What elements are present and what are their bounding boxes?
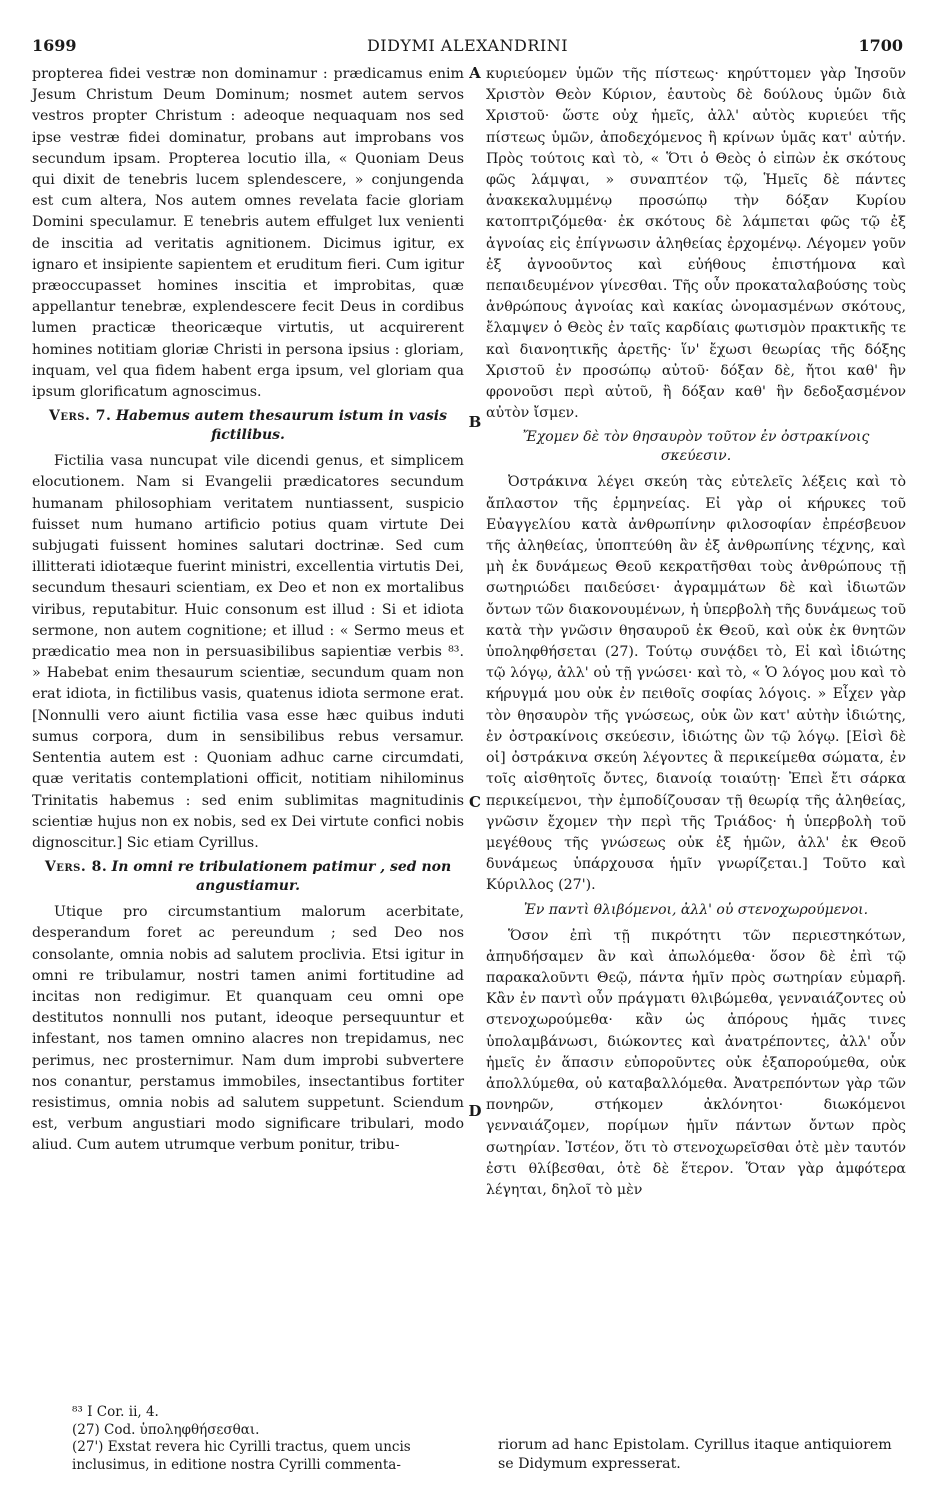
right-page-number: 1700 [858, 36, 903, 55]
latin-verse-8-label: Vers. 8. [44, 859, 108, 876]
latin-verse-8-text: In omni re tribulationem patimur , sed non angustiamur. [111, 859, 452, 895]
footnote-27: (27) Cod. ὑποληφθήσεσθαι. [72, 1421, 260, 1438]
latin-verse-7-label: Vers. 7. [48, 408, 112, 425]
running-title: DIDYMI ALEXANDRINI [366, 36, 569, 55]
latin-verse-7-text: Habemus autem thesaurum istum in vasis fictilibus. [115, 408, 448, 444]
latin-column [32, 64, 464, 1157]
footnote-83: ⁸³ I Cor. ii, 4. [72, 1404, 159, 1420]
footnote-27-prime: (27') Exstat revera hic Cyrilli tractus, quem uncis inclusimus, in editione nostra Cyrilli commenta- [72, 1439, 411, 1473]
latin-paragraph-3: Utique pro circumstantium malorum acerbitate, desperandum foret ac pereundum ; sed Deo nos consolante, omnia nobis ad salutem proclivia. Etsi igitur in omni re tribulamur, nostri tamen animi fortitudine ad incitas non redigimur. Et quanquam ceu omni ope destitutos nonnulli nos putant, ideoque persequuntur et infestant, nos tamen omnino alacres non trepidamus, nec perimus, nec prosternimur. Nam dum improbi subvertere nos conantur, perstamus immobiles, insectantibus fortiter resistimus, omnia nobis ad salutem suppetunt. Sciendum est, verbum angustiari modo significare tribulari, modo aliud. Cum autem utrumque verbum ponitur, tribu- [32, 904, 464, 1154]
footnote-continuation: riorum ad hanc Epistolam. Cyrillus itaque antiquiorem se Didymum expresserat. [498, 1437, 892, 1472]
greek-paragraph-3: Ὅσον ἐπὶ τῇ πικρότητι τῶν περιεστηκότων, ἀπηυδήσαμεν ἂν καὶ ἀπωλόμεθα· ὅσον δὲ ἐπὶ τῷ παρακαλοῦντι Θεῷ, πάντα ἡμῖν πρὸς σωτηρίαν εὐμαρῆ. Κἂν ἐν παντὶ οὖν πράγματι θλιβώμεθα, γενναιάζοντες οὐ στενοχωρούμεθα· κἂν ὡς ἀπόρους ἡμᾶς τινες ὑπολαμβάνωσι, διώκοντες καὶ ἀνατρέποντες, ἀλλ' οὖν ἡμεῖς ἐν ἅπασιν εὐποροῦντες οὐκ ἐξαπορούμεθα, οὐκ ἀπολλύμεθα, οὐ καταβαλλόμεθα. Ἀνατρεπόντων γὰρ τῶν πονηρῶν, στήκομεν ἀκλόνητοι· διωκόμενοι γενναιάζομεν, πορίμων ἡμῖν πάντων ὄντων πρὸς σωτηρίαν. Ἰστέον, ὅτι τὸ στενοχωρεῖσθαι ὁτὲ μὲν ταυτόν ἐστι θλίβεσθαι, ὁτὲ δὲ ἕτερον. Ὅταν γὰρ ἀμφότερα λέγηται, δηλοῖ τὸ μὲν [486, 927, 906, 1198]
left-page-number: 1699 [32, 36, 77, 55]
page-header [32, 36, 903, 58]
section-marker-c: C [469, 793, 481, 811]
greek-paragraph-1: κυριεύομεν ὑμῶν τῆς πίστεως· κηρύττομεν γὰρ Ἰησοῦν Χριστὸν Θεὸν Κύριον, ἑαυτοὺς δὲ δούλους ὑμῶν διὰ Χριστοῦ· ὥστε οὐχ ἡμεῖς, ἀλλ' αὐτὸς κυριεύει τῆς πίστεως ὑμῶν, ἀποδεχόμενος ἢ κρίνων ὑμᾶς κατ' αὐτήν. Πρὸς τούτοις καὶ τὸ, « Ὅτι ὁ Θεὸς ὁ εἰπὼν ἐκ σκότους φῶς λάμψαι, » συναπτέον τῷ, Ἡμεῖς δὲ πάντες ἀνακεκαλυμμένῳ προσώπῳ τὴν δόξαν Κυρίου κατοπτριζόμεθα· ἐκ σκότους δὲ λάμπεται φῶς τῷ ἐξ ἀγνοίας εἰς ἐπίγνωσιν ἀληθείας ἐρχομένῳ. Λέγομεν γοῦν ἐξ ἀγνοοῦντος καὶ εὐήθους ἐπιστήμονα καὶ πεπαιδευμένον γίνεσθαι. Τῆς οὖν προκαταλαβούσης τοὺς ἀνθρώπους ἀγνοίας καὶ κακίας ὠνομασμένων σκότους, ἔλαμψεν ὁ Θεὸς ἐν ταῖς καρδίαις φωτισμὸν πρακτικῆς τε καὶ διανοητικῆς ἀρετῆς· ἵν' ἔχωσι θεωρίας τῆς δόξης Χριστοῦ ἐν προσώπῳ αὐτοῦ· δόξαν δὲ, ἤτοι καθ' ἣν φρονοῦσι περὶ αὐτοῦ, ἢ δόξαν καθ' ἣν δεδοξασμένον αὐτὸν ἴσμεν. [486, 66, 906, 422]
greek-verse-8-heading: Ἐν παντὶ θλιβόμενοι, ἀλλ' οὐ στενοχωρούμενοι. [523, 901, 869, 918]
greek-verse-7-heading: Ἔχομεν δὲ τὸν θησαυρὸν τοῦτον ἐν ὀστρακίνοις σκεύεσιν. [522, 429, 870, 465]
greek-paragraph-2: Ὀστράκινα λέγει σκεύη τὰς εὐτελεῖς λέξεις καὶ τὸ ἄπλαστον τῆς ἑρμηνείας. Εἰ γὰρ οἱ κήρυκες τοῦ Εὐαγγελίου κατὰ ἀνθρωπίνην φιλοσοφίαν ἐπρέσβευον τῆς ἀληθείας, ὑποπτεύθη ἂν ἐξ ἀνθρωπίνης τέχνης, καὶ μὴ ἐκ δυνάμεως Θεοῦ κεκρατῆσθαι τοὺς ἀνθρώπους τῇ σωτηριώδει παιδεύσει· ἀγραμμάτων δὲ καὶ ἰδιωτῶν ὄντων τῶν διακονουμένων, ἡ ὑπερβολὴ τῆς δυνάμεως τοῦ κατὰ τὴν γνῶσιν θησαυροῦ ἐκ Θεοῦ, καὶ οὐκ ἐκ θνητῶν ὑποληφθήσεται (27). Τούτῳ συνᾴδει τὸ, Εἰ καὶ ἰδιώτης τῷ λόγῳ, ἀλλ' οὐ τῇ γνώσει· καὶ τὸ, « Ὁ λόγος μου καὶ τὸ κήρυγμά μου οὐκ ἐν πειθοῖς σοφίας λόγοις. » Εἶχεν γὰρ τὸν θησαυρὸν τῆς γνώσεως, οὐκ ὢν κατ' αὐτὴν ἰδιώτης, ἐν ὀστρακίνοις σκεύεσιν, ἰδιώτης ὢν τῷ λόγῳ. [Εἰσὶ δὲ οἱ] ὀστράκινα σκεύη λέγοντες ἃ περικείμεθα σώματα, ἐν τοῖς αἰσθητοῖς ὄντες, διανοίᾳ τοιαύτῃ· Ἐπεὶ ἔτι σάρκα περικείμενοι, τὴν ἐμποδίζουσαν τῇ θεωρίᾳ τῆς ἀληθείας, γνῶσιν ἔχομεν τὴν περὶ τῆς Τριάδος· ἡ ὑπερβολὴ τοῦ μεγέθους τῆς γνώσεως οὐκ ἐξ ἡμῶν, ἀλλ' ἐκ Θεοῦ δυνάμεως ὑπάρχουσα ἡμῖν γνωρίζεται.] Τοῦτο καὶ Κύριλλος (27'). [486, 474, 906, 894]
section-marker-a: A [469, 64, 481, 82]
section-marker-b: B [468, 413, 482, 431]
footnotes [72, 1404, 472, 1474]
latin-verse-7-heading [32, 407, 464, 445]
latin-paragraph-1: propterea fidei vestræ non dominamur : prædicamus enim Jesum Christum Deum Dominum; nosmet autem servos vestros propter Christum : adeoque nequaquam nos sed ipse vestræ fidei dominatur, probans aut improbans vos secundum ipsam. Propterea locutio illa, « Quoniam Deus qui dixit de tenebris lucem splendescere, » conjungenda est cum altera, Nos autem omnes revelata facie gloriam Domini speculamur. E tenebris autem effulget lux venienti de inscitia ad veritatis agnitionem. Dicimus igitur, ex ignaro et insipiente sapientem et eruditum fieri. Cum igitur præoccupasset homines inscitia et improbitas, quæ appellantur tenebræ, explendescere fecit Deus in cordibus lumen practicæ theoricæque virtutis, ut acquirerent homines notitiam gloriæ Christi in persona ipsius : gloriam, inquam, vel qua fidem habent erga ipsum, vel gloriam qua ipsum glorificatum agnoscimus. [32, 66, 464, 401]
section-marker-d: D [468, 1102, 482, 1120]
latin-verse-8-heading [32, 858, 464, 896]
latin-paragraph-2: Fictilia vasa nuncupat vile dicendi genus, et simplicem elocutionem. Nam si Evangelii prædicatores secundum humanam philosophiam veritatem nuntiassent, suspicio fuisset num humano artificio potius quam virtute Dei subjugati fuissent homines salutari doctrinæ. Sed cum illitterati idiotæque fuerint ministri, excellentia virtutis Dei, secundum thesauri scientiam, ex Deo et non ex mortalibus viribus, reputabitur. Huic consonum est illud : Si et idiota sermone, non autem cognitione; et illud : « Sermo meus et prædicatio mea non in persuasibilibus sapientiæ verbis ⁸³. » Habebat enim thesaurum scientiæ, secundum quam non erat idiota, in fictilibus vasis, quatenus idiota sermone erat. [Nonnulli vero aiunt fictilia vasa esse hæc quibus induti sumus corpora, dum in sensibilibus rebus versamur. Sententia autem est : Quoniam adhuc carne circumdati, quæ veritatis contemplationi officit, notitiam nihilominus Trinitatis habemus : sed enim sublimitas magnitudinis scientiæ hujus non ex nobis, sed ex Dei virtute confici nobis dignoscitur.] Sic etiam Cyrillus. [32, 453, 464, 851]
greek-column [486, 64, 906, 1201]
